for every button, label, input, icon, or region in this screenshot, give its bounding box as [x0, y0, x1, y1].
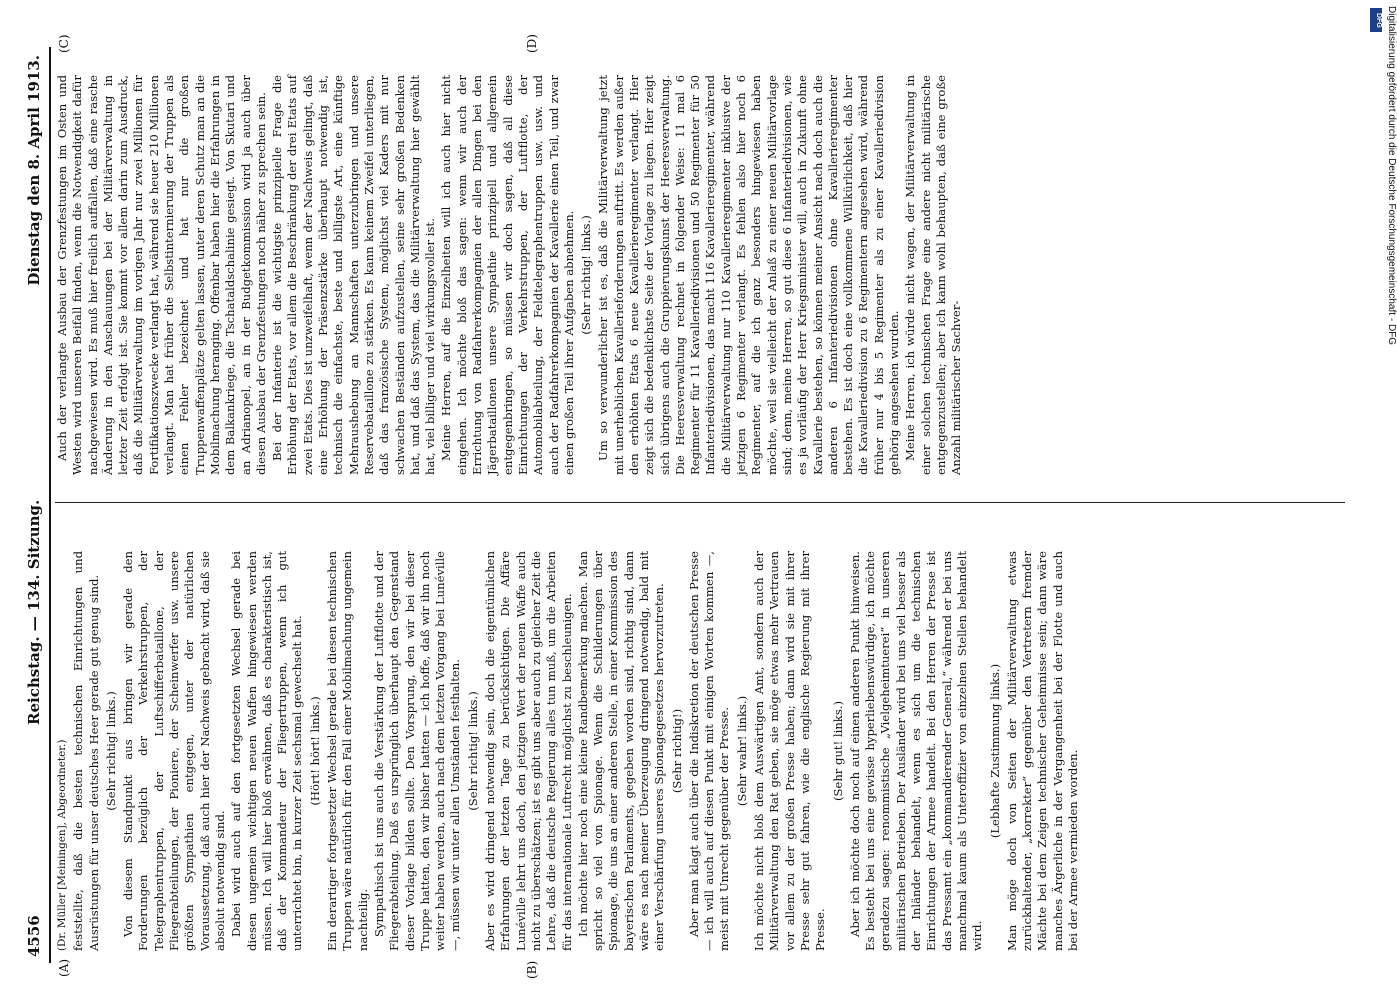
running-date: Dienstag den 8. April 1913.	[25, 55, 43, 286]
paragraph: Meine Herren, auf die Einzelheiten will ich auch hier nicht eingehen. Ich möchte bloß das sagen: wenn wir auch der Errichtung von Radfahrerkompagnien der allen Dingen bei den Jägerbataillonen unsere Sympathie prinzipiell und allgemein entgegenbringen, so müssen wir doch sagen, daß all diese Einrichtungen der Verkehrstruppen, der Luftflotte, der Automobilabteilung, der Feldtelegraphentruppen usw. usw. und auch der Radfahrerkompagnien der Kavallerie einen Teil, und zwar einen großen Teil ihrer Aufgaben abnehmen.	[439, 75, 576, 475]
paragraph: Aber es wird dringend notwendig sein, doch die eigentümlichen Erfahrungen der letzten Tage zu berücksichtigen. Die Affäre Lunéville lehrt uns doch, den jetzigen Wert der neuen Waffe auch nicht zu überschätzen; ist es gibt uns aber auch zu gleicher Zeit die Lehre, daß die deutsche Regierung alles tun muß, um die Arbeiten für das internationale Luftrecht möglichst zu beschleunigen.	[483, 551, 574, 951]
paragraph: Dabei wird auch auf den fortgesetzten Wechsel gerade bei diesen ungemein wichtigen neuen Waffen hingewiesen werden müssen. Ich will hier bloß erwähnen, daß es charakteristisch ist, daß der Kommandeur der Fliegertruppen, wenn ich gut unterrichtet bin, in kurzer Zeit sechsmal gewechselt hat.	[229, 551, 305, 951]
paragraph: Aber ich möchte doch noch auf einen anderen Punkt hinweisen. Es besteht bei uns eine gewisse hyperliebenswürdige, ich möchte geradezu sagen: renommistische „Vielgeheimtuerei“ in unseren militärischen Betrieben. Der Ausländer wird bei uns viel besser als der Inländer behandelt, wenn es sich um die technischen Einrichtungen der Armee handelt. Bei den Herren der Presse ist das Pressamt ein „kommandierender General,“ während er bei uns manchmal kaum als Unteroffizier von einzelnen Stellen behandelt wird.	[847, 551, 985, 951]
paragraph: Um so verwunderlicher ist es, daß die Militärverwaltung jetzt mit unerheblichen Kavallerieforderungen auftritt. Es werden außer den erhöhten Etats 6 neue Kavallerieregimenter verlangt. Hier zeigt sich die bedenklichste Seite der Vorlage zu liegen. Hier zeigt sich übrigens auch die Gruppierungskunst der Heeresverwaltung. Die Heeresverwaltung rechnet in folgender Weise: 11 mal 6 Regimenter für 11 Kavalleriedivisionen und 50 Regimenter für 50 Infanteriedivisionen, das macht 116 Kavallerieregimenter, während die Militärverwaltung nur 110 Kavallerieregimenter inklusive der jetzigen 6 Regimenter verlangt. Es fehlen also hier noch 6 Regimenter, auf die ich ganz besonders hingewiesen haben möchte, weil sie vielleicht der Anlaß zu einer neuen Militärvorlage sind; denn, meine Herren, so gut diese 6 Infanteriedivisionen, wie es ja vorläufig der Herr Kriegsminister will, auch in Zukunft ohne Kavallerie bestehen, so können meiner Ansicht nach doch auch die anderen 6 Infanteriedivisionen ohne Kavallerieregimenter bestehen. Es ist doch eine vollkommene Willkürlichkeit, daß hier die Kavalleriedivision zu 6 Regimentern angesehen wird, während früher nur 4 bis 5 Regimenter als zu einer Kavalleriedivision gehörig angesehen wurden.	[596, 75, 902, 475]
right-text-column	[55, 75, 1337, 475]
dfg-logo: DFG	[1370, 8, 1382, 32]
paragraph: Ein derartiger fortgesetzter Wechsel gerade bei diesen technischen Truppen wäre natürlich für den Fall einer Mobilmachung ungemein nachteilig.	[325, 551, 370, 951]
paragraph: Man möge doch von Seiten der Militärverwaltung etwas zurückhaltender, „korrekter“ gegenüber den Vertretern fremder Mächte bei dem Zeigen technischer Geheimnisse sein; dann wäre manches Ärgerliche in der Vergangenheit bei der Flotte und auch bei der Armee vermieden worden.	[1004, 551, 1080, 951]
interjection: (Hört! hört! links.)	[307, 696, 322, 806]
paragraph: Von diesem Standpunkt aus bringen wir gerade den Forderungen bezüglich der Verkehrstruppen, der Telegraphentruppen, der Luftschifferbataillone, der Fliegerabteilungen, der Pioniere, der Scheinwerfer usw. unsere größten Sympathien entgegen, unter der natürlichen Voraussetzung, daß auch hier der Nachweis gebracht wird, daß sie absolut notwendig sind.	[121, 551, 227, 951]
paragraph: Ich möchte nicht bloß dem Auswärtigen Amt, sondern auch der Militärverwaltung den Rat geben, sie möge etwas mehr Vertrauen vor allem zu der großen Presse haben; dann wird sie mit ihrer Presse sehr gut fahren, wie die englische Regierung mit ihrer Presse.	[752, 551, 828, 951]
interjection: (Sehr wahr! links.)	[734, 695, 749, 807]
margin-mark-c: (C)	[57, 34, 71, 53]
header-rule	[49, 47, 51, 963]
interjection: (Lebhafte Zustimmung links.)	[987, 663, 1002, 839]
paragraph: Meine Herren, ich würde nicht wagen, der Militärverwaltung in einer solchen technischen Frage eine andere nicht militärische entgegenzustellen; aber ich kann wohl behaupten, daß eine große Anzahl militärischer Sachver-	[903, 75, 964, 475]
paragraph: feststellte, daß die besten technischen Einrichtungen und Ausrüstungen für unser deutsches Heer gerade gut genug sind.	[71, 551, 101, 951]
digitization-note: Digitalisierung gefördert durch die Deutsche Forschungsgemeinschaft - DFG	[1386, 6, 1397, 346]
interjection: (Sehr richtig! links.)	[579, 215, 594, 335]
margin-mark-b: (B)	[525, 960, 539, 979]
interjection: (Sehr richtig! links.)	[103, 691, 118, 811]
interjection: (Sehr gut! links.)	[830, 701, 845, 801]
paragraph: (Dr. Müller [Meiningen], Abgeordneter.)	[56, 739, 68, 951]
interjection: (Sehr richtig!)	[669, 708, 684, 794]
paragraph: Bei der Infanterie ist die wichtigste prinzipielle Frage die Erhöhung der Etats, vor allem die Beschränkung der drei Etats auf zwei Etats. Dies ist unzweifelhaft, wenn der Nachweis gelingt, daß eine Erhöhung der Präsenzstärke überhaupt notwendig ist, technisch die einfachste, beste und billigste Art, eine künftige Mehraushebung an Mannschaften unterzubringen und unsere Reservebataillone zu stärken. Es kann keinem Zweifel unterliegen, daß das französische System, möglichst viel Kaders mit nur schwachen Beständen aufzustellen, seine sehr großen Bedenken hat, und daß das System, das die Militärverwaltung hier gewählt hat, viel billiger und viel wirkungsvoller ist.	[270, 75, 438, 475]
margin-mark-a: (A)	[57, 958, 71, 977]
paragraph: Ich möchte hier noch eine kleine Randbemerkung machen. Man spricht so viel von Spionage. Wenn die Schilderungen über Spionage, die uns an einer anderen Stelle, in einer Kommission des bayerischen Parlaments, gegeben worden sind, richtig sind, dann wäre es nach meiner Überzeugung dringend notwendig, bald mit einer Verschärfung unseres Spionagegesetzes hervorzutreten.	[575, 551, 667, 951]
paragraph: Aber man klagt auch über die Indiskretion der deutschen Presse — ich will auch auf diesen Punkt mit einigen Worten kommen —, meist mit Unrecht gegenüber der Presse.	[686, 551, 732, 951]
rotated-page	[15, 34, 1355, 979]
column-divider	[55, 502, 1345, 503]
page-number: 4556	[25, 915, 43, 957]
interjection: (Sehr richtig! links.)	[465, 691, 480, 811]
paragraph: Auch der verlangte Ausbau der Grenzfestungen im Osten und Westen wird unseren Beifall finden, wenn die Notwendigkeit dafür nachgewiesen wird. Es muß hier freilich auffallen, daß eine rasche Änderung in den Anschauungen bei der Militärverwaltung in letzter Zeit erfolgt ist. Sie kommt vor allem darin zum Ausdruck, daß die Militärverwaltung im vorigen Jahr nur zwei Millionen für Fortifikationszwecke verlangt hat, während sie heuer 210 Millionen verlangt. Man hat früher die Selbstinternierung der Truppen als einen Fehler bezeichnet und hat nur die großen Truppenwaffenplätze gelten lassen, unter deren Schutz man an die Mobilmachung heranging. Offenbar haben hier die Erfahrungen in dem Balkankriege, die Tschataldschalinie gesiegt. Von Skutari und an Adrianopel, an in der Budgetkommission wird ja auch über diesen Ausbau der Grenzfestungen noch näher zu sprechen sein.	[55, 75, 268, 475]
page-header	[15, 35, 49, 975]
left-text-column	[55, 551, 1337, 951]
paragraph: Sympathisch ist uns auch die Verstärkung der Luftflotte und der Fliegerabteilung. Daß es ursprünglich überhaupt den Gegenstand dieser Vorlage bilden sollte. Den Vorsprung, den wir bei dieser Truppe hatten, den wir bisher hatten — ich hoffe, daß wir ihn noch weiter haben werden, auch nach dem letzten Vorgang bei Lunéville —, müssen wir unter allen Umständen festhalten.	[371, 551, 463, 951]
running-title: Reichstag. — 134. Sitzung.	[25, 499, 43, 725]
margin-mark-d: (D)	[525, 34, 539, 53]
